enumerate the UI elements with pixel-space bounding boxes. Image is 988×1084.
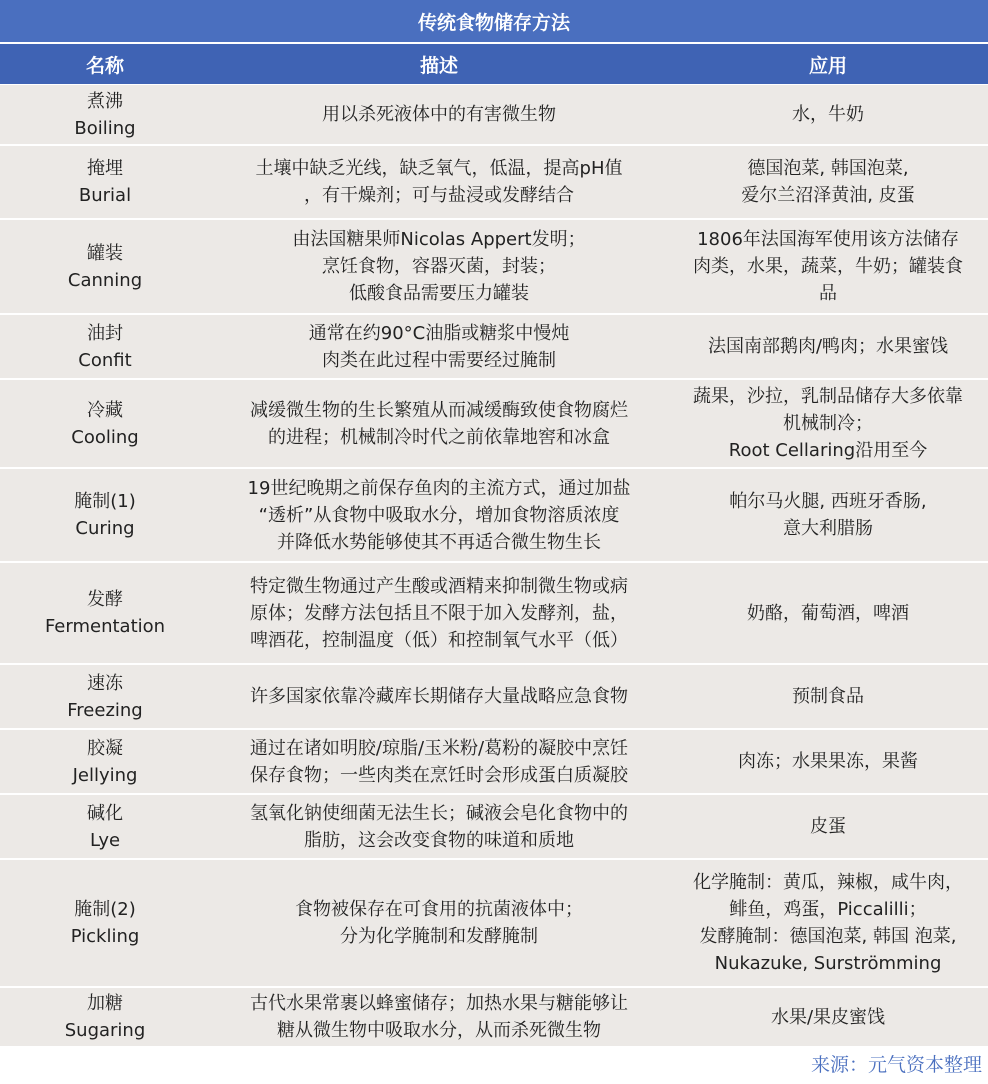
table-row (0, 220, 988, 315)
table-body (0, 85, 988, 1048)
cell-application: 预制食品 (792, 686, 864, 707)
cell-application: 法国南部鹅肉/鸭肉；水果蜜饯 (707, 336, 949, 357)
cell-name: 腌制(1) Curing (74, 491, 136, 539)
cell-application: 皮蛋 (810, 816, 846, 837)
cell-description: 用以杀死液体中的有害微生物 (322, 104, 556, 125)
cell-application: 水果/果皮蜜饯 (770, 1006, 886, 1028)
table-row (0, 315, 988, 380)
table-row (0, 795, 988, 860)
cell-application: 肉冻；水果果冻，果酱 (738, 751, 918, 772)
cell-description: 许多国家依靠冷藏库长期储存大量战略应急食物 (250, 686, 628, 707)
cell-application: 德国泡菜, 韩国泡菜, 爱尔兰沼泽黄油, 皮蛋 (741, 158, 915, 206)
cell-description: 古代水果常裹以蜂蜜储存；加热水果与糖能够让 糖从微生物中吸取水分，从而杀死微生物 (250, 993, 628, 1041)
table-row (0, 85, 988, 146)
cell-name: 碱化 Lye (87, 802, 123, 851)
table-title: 传统食物储存方法 (0, 0, 988, 42)
header-name: 名称 (85, 54, 124, 77)
cell-name: 腌制(2) Pickling (70, 899, 140, 947)
cell-description: 通常在约90°C油脂或糖浆中慢炖 肉类在此过程中需要经过腌制 (308, 322, 570, 371)
cell-description: 特定微生物通过产生酸或酒精来抑制微生物或病 原体；发酵方法包括且不限于加入发酵剂，盐， 啤酒花，控制温度（低）和控制氧气水平（低） (250, 575, 628, 651)
cell-description: 减缓微生物的生长繁殖从而减缓酶致使食物腐烂 的进程；机械制冷时代之前依靠地窖和冰盒 (250, 399, 628, 448)
cell-name: 速冻 Freezing (67, 672, 143, 721)
header-application: 应用 (808, 54, 847, 77)
table-row (0, 380, 988, 469)
table-row (0, 730, 988, 795)
cell-name: 罐装 Canning (67, 242, 143, 291)
cell-name: 加糖 Sugaring (64, 993, 146, 1041)
cell-application: 化学腌制：黄瓜，辣椒，咸牛肉， 鲱鱼，鸡蛋，Piccalilli； 发酵腌制：德国泡菜, 韩国 泡菜, Nukazuke, Surströmming (693, 872, 963, 974)
table-row (0, 469, 988, 563)
table-row (0, 988, 988, 1048)
cell-application: 蔬果，沙拉，乳制品储存大多依靠 机械制冷； Root Cellaring沿用至今 (693, 386, 963, 461)
cell-description: 土壤中缺乏光线，缺乏氧气，低温，提高pH值 ，有干燥剂；可与盐浸或发酵结合 (255, 158, 623, 206)
cell-description: 由法国糖果师Nicolas Appert发明； 烹饪食物，容器灭菌，封装； 低酸食品需要压力罐装 (292, 229, 586, 304)
cell-description: 食物被保存在可食用的抗菌液体中； 分为化学腌制和发酵腌制 (295, 899, 583, 947)
table-header (0, 44, 988, 84)
cell-name: 发酵 Fermentation (44, 589, 166, 637)
cell-name: 冷藏 Cooling (71, 399, 139, 448)
cell-description: 通过在诸如明胶/琼脂/玉米粉/葛粉的凝胶中烹饪 保存食物；一些肉类在烹饪时会形成蛋白质凝胶 (249, 737, 629, 786)
header-description: 描述 (419, 54, 458, 77)
cell-description: 氢氧化钠使细菌无法生长；碱液会皂化食物中的 脂肪，这会改变食物的味道和质地 (250, 802, 628, 851)
cell-name: 油封 Confit (78, 322, 132, 371)
table-row (0, 665, 988, 730)
table-row (0, 860, 988, 988)
table-row (0, 563, 988, 665)
cell-description: 19世纪晚期之前保存鱼肉的主流方式，通过加盐 “透析”从食物中吸取水分，增加食物溶质浓度 并降低水势能够使其不再适合微生物生长 (247, 477, 631, 553)
cell-application: 奶酪，葡萄酒，啤酒 (747, 602, 909, 624)
cell-application: 水，牛奶 (792, 104, 864, 125)
cell-name: 煮沸 Boiling (74, 90, 136, 139)
cell-name: 胶凝 Jellying (72, 737, 138, 786)
cell-application: 帕尔马火腿, 西班牙香肠, 意大利腊肠 (729, 491, 927, 539)
cell-name: 掩埋 Burial (78, 158, 132, 206)
table-row (0, 146, 988, 220)
cell-application: 1806年法国海军使用该方法储存 肉类，水果，蔬菜，牛奶；罐装食 品 (693, 229, 963, 304)
source-note: 来源：元气资本整理 (810, 1054, 982, 1076)
